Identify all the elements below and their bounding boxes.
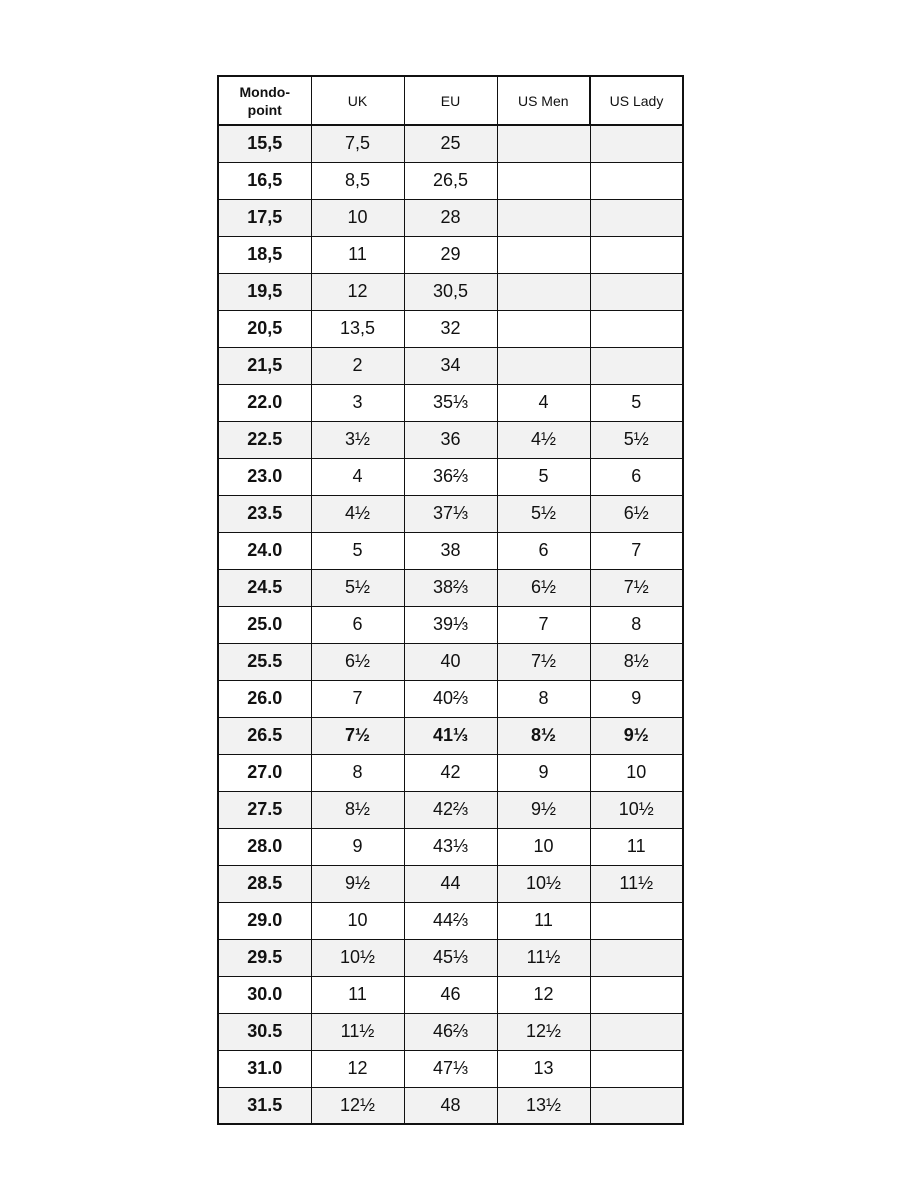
cell-us-lady (590, 236, 683, 273)
table-row (218, 865, 683, 902)
table-row (218, 606, 683, 643)
header-uk: UK (311, 76, 404, 125)
cell-eu: 25 (404, 125, 497, 162)
cell-us-lady (590, 1050, 683, 1087)
cell-uk: 3½ (311, 421, 404, 458)
cell-mondopoint: 24.5 (218, 569, 311, 606)
table-row (218, 495, 683, 532)
cell-eu: 39⅓ (404, 606, 497, 643)
table-row (218, 791, 683, 828)
cell-us-lady (590, 162, 683, 199)
cell-mondopoint: 26.5 (218, 717, 311, 754)
cell-eu: 36 (404, 421, 497, 458)
cell-us-lady: 9½ (590, 717, 683, 754)
cell-uk: 7½ (311, 717, 404, 754)
table-row (218, 125, 683, 162)
table-row (218, 680, 683, 717)
table-row (218, 421, 683, 458)
cell-mondopoint: 25.5 (218, 643, 311, 680)
cell-uk: 12½ (311, 1087, 404, 1124)
cell-mondopoint: 31.0 (218, 1050, 311, 1087)
cell-mondopoint: 22.0 (218, 384, 311, 421)
table-row (218, 643, 683, 680)
cell-us-lady (590, 125, 683, 162)
cell-us-men: 4½ (497, 421, 590, 458)
cell-eu: 26,5 (404, 162, 497, 199)
cell-us-lady (590, 1087, 683, 1124)
cell-us-lady: 5 (590, 384, 683, 421)
cell-eu: 38 (404, 532, 497, 569)
table-row (218, 347, 683, 384)
cell-us-lady: 11½ (590, 865, 683, 902)
cell-mondopoint: 29.5 (218, 939, 311, 976)
table-row (218, 532, 683, 569)
cell-uk: 11 (311, 976, 404, 1013)
cell-eu: 43⅓ (404, 828, 497, 865)
cell-mondopoint: 26.0 (218, 680, 311, 717)
cell-eu: 40⅔ (404, 680, 497, 717)
cell-uk: 10½ (311, 939, 404, 976)
cell-us-men (497, 162, 590, 199)
cell-us-lady: 10 (590, 754, 683, 791)
cell-uk: 10 (311, 902, 404, 939)
cell-eu: 47⅓ (404, 1050, 497, 1087)
header-eu: EU (404, 76, 497, 125)
cell-eu: 37⅓ (404, 495, 497, 532)
cell-us-men: 9½ (497, 791, 590, 828)
cell-mondopoint: 15,5 (218, 125, 311, 162)
header-row (218, 76, 683, 125)
cell-us-lady: 8 (590, 606, 683, 643)
table-row (218, 310, 683, 347)
cell-us-men: 8½ (497, 717, 590, 754)
cell-us-men: 6 (497, 532, 590, 569)
cell-us-men: 12½ (497, 1013, 590, 1050)
cell-uk: 13,5 (311, 310, 404, 347)
cell-mondopoint: 27.5 (218, 791, 311, 828)
cell-mondopoint: 19,5 (218, 273, 311, 310)
cell-us-men: 5½ (497, 495, 590, 532)
cell-us-lady: 6 (590, 458, 683, 495)
cell-uk: 8,5 (311, 162, 404, 199)
table-row (218, 828, 683, 865)
cell-mondopoint: 21,5 (218, 347, 311, 384)
cell-uk: 5½ (311, 569, 404, 606)
header-mondopoint (218, 76, 311, 125)
cell-us-men (497, 273, 590, 310)
cell-mondopoint: 25.0 (218, 606, 311, 643)
cell-us-lady: 8½ (590, 643, 683, 680)
cell-eu: 48 (404, 1087, 497, 1124)
cell-eu: 41⅓ (404, 717, 497, 754)
cell-uk: 8 (311, 754, 404, 791)
cell-us-men: 13 (497, 1050, 590, 1087)
cell-mondopoint: 22.5 (218, 421, 311, 458)
cell-us-men (497, 236, 590, 273)
cell-uk: 10 (311, 199, 404, 236)
cell-eu: 42 (404, 754, 497, 791)
cell-us-lady: 7½ (590, 569, 683, 606)
cell-us-lady (590, 1013, 683, 1050)
cell-uk: 11 (311, 236, 404, 273)
header-mondopoint-line2: point (247, 101, 282, 118)
table-row (218, 1087, 683, 1124)
cell-us-lady (590, 310, 683, 347)
cell-eu: 44 (404, 865, 497, 902)
cell-us-men: 4 (497, 384, 590, 421)
cell-eu: 45⅓ (404, 939, 497, 976)
cell-uk: 2 (311, 347, 404, 384)
header-us-men: US Men (497, 76, 590, 125)
cell-uk: 12 (311, 1050, 404, 1087)
cell-eu: 46⅔ (404, 1013, 497, 1050)
table-body (218, 125, 683, 1124)
cell-us-men: 7½ (497, 643, 590, 680)
table-row (218, 199, 683, 236)
cell-eu: 35⅓ (404, 384, 497, 421)
cell-us-men: 8 (497, 680, 590, 717)
cell-us-lady: 5½ (590, 421, 683, 458)
table-row (218, 236, 683, 273)
cell-mondopoint: 24.0 (218, 532, 311, 569)
cell-us-men: 13½ (497, 1087, 590, 1124)
cell-us-lady (590, 939, 683, 976)
cell-uk: 5 (311, 532, 404, 569)
cell-uk: 9 (311, 828, 404, 865)
cell-us-men: 9 (497, 754, 590, 791)
table-row (218, 273, 683, 310)
shoe-size-conversion-table (217, 75, 684, 1125)
cell-eu: 44⅔ (404, 902, 497, 939)
cell-us-men: 10½ (497, 865, 590, 902)
cell-mondopoint: 29.0 (218, 902, 311, 939)
cell-mondopoint: 28.0 (218, 828, 311, 865)
cell-uk: 7 (311, 680, 404, 717)
cell-uk: 6 (311, 606, 404, 643)
cell-us-men (497, 125, 590, 162)
cell-us-men (497, 347, 590, 384)
cell-us-lady: 9 (590, 680, 683, 717)
table-row (218, 458, 683, 495)
cell-eu: 30,5 (404, 273, 497, 310)
cell-us-men (497, 199, 590, 236)
cell-eu: 29 (404, 236, 497, 273)
cell-uk: 4 (311, 458, 404, 495)
cell-uk: 7,5 (311, 125, 404, 162)
cell-us-men: 12 (497, 976, 590, 1013)
header-mondopoint-line1: Mondo- (239, 83, 291, 100)
cell-us-men: 7 (497, 606, 590, 643)
table-row (218, 717, 683, 754)
cell-us-lady: 7 (590, 532, 683, 569)
table-row (218, 976, 683, 1013)
cell-us-lady: 6½ (590, 495, 683, 532)
cell-uk: 12 (311, 273, 404, 310)
cell-us-lady (590, 976, 683, 1013)
cell-uk: 6½ (311, 643, 404, 680)
table-row (218, 1050, 683, 1087)
cell-mondopoint: 18,5 (218, 236, 311, 273)
cell-us-lady: 10½ (590, 791, 683, 828)
cell-us-men (497, 310, 590, 347)
table-row (218, 902, 683, 939)
table-row (218, 162, 683, 199)
cell-mondopoint: 20,5 (218, 310, 311, 347)
cell-mondopoint: 30.5 (218, 1013, 311, 1050)
cell-mondopoint: 30.0 (218, 976, 311, 1013)
table-row (218, 569, 683, 606)
table-row (218, 754, 683, 791)
cell-uk: 8½ (311, 791, 404, 828)
cell-mondopoint: 23.0 (218, 458, 311, 495)
cell-us-men: 6½ (497, 569, 590, 606)
cell-uk: 4½ (311, 495, 404, 532)
cell-eu: 38⅔ (404, 569, 497, 606)
cell-us-lady (590, 347, 683, 384)
cell-mondopoint: 31.5 (218, 1087, 311, 1124)
cell-mondopoint: 16,5 (218, 162, 311, 199)
cell-uk: 9½ (311, 865, 404, 902)
cell-us-lady (590, 273, 683, 310)
cell-eu: 34 (404, 347, 497, 384)
cell-us-men: 11 (497, 902, 590, 939)
cell-eu: 36⅔ (404, 458, 497, 495)
cell-mondopoint: 17,5 (218, 199, 311, 236)
table-row (218, 384, 683, 421)
cell-us-men: 10 (497, 828, 590, 865)
cell-mondopoint: 28.5 (218, 865, 311, 902)
cell-eu: 42⅔ (404, 791, 497, 828)
cell-uk: 3 (311, 384, 404, 421)
cell-us-lady: 11 (590, 828, 683, 865)
cell-us-lady (590, 199, 683, 236)
cell-us-lady (590, 902, 683, 939)
cell-us-men: 5 (497, 458, 590, 495)
cell-eu: 28 (404, 199, 497, 236)
table-row (218, 939, 683, 976)
cell-mondopoint: 23.5 (218, 495, 311, 532)
cell-eu: 46 (404, 976, 497, 1013)
header-us-lady: US Lady (590, 76, 683, 125)
cell-eu: 32 (404, 310, 497, 347)
cell-mondopoint: 27.0 (218, 754, 311, 791)
cell-us-men: 11½ (497, 939, 590, 976)
table-row (218, 1013, 683, 1050)
cell-eu: 40 (404, 643, 497, 680)
cell-uk: 11½ (311, 1013, 404, 1050)
